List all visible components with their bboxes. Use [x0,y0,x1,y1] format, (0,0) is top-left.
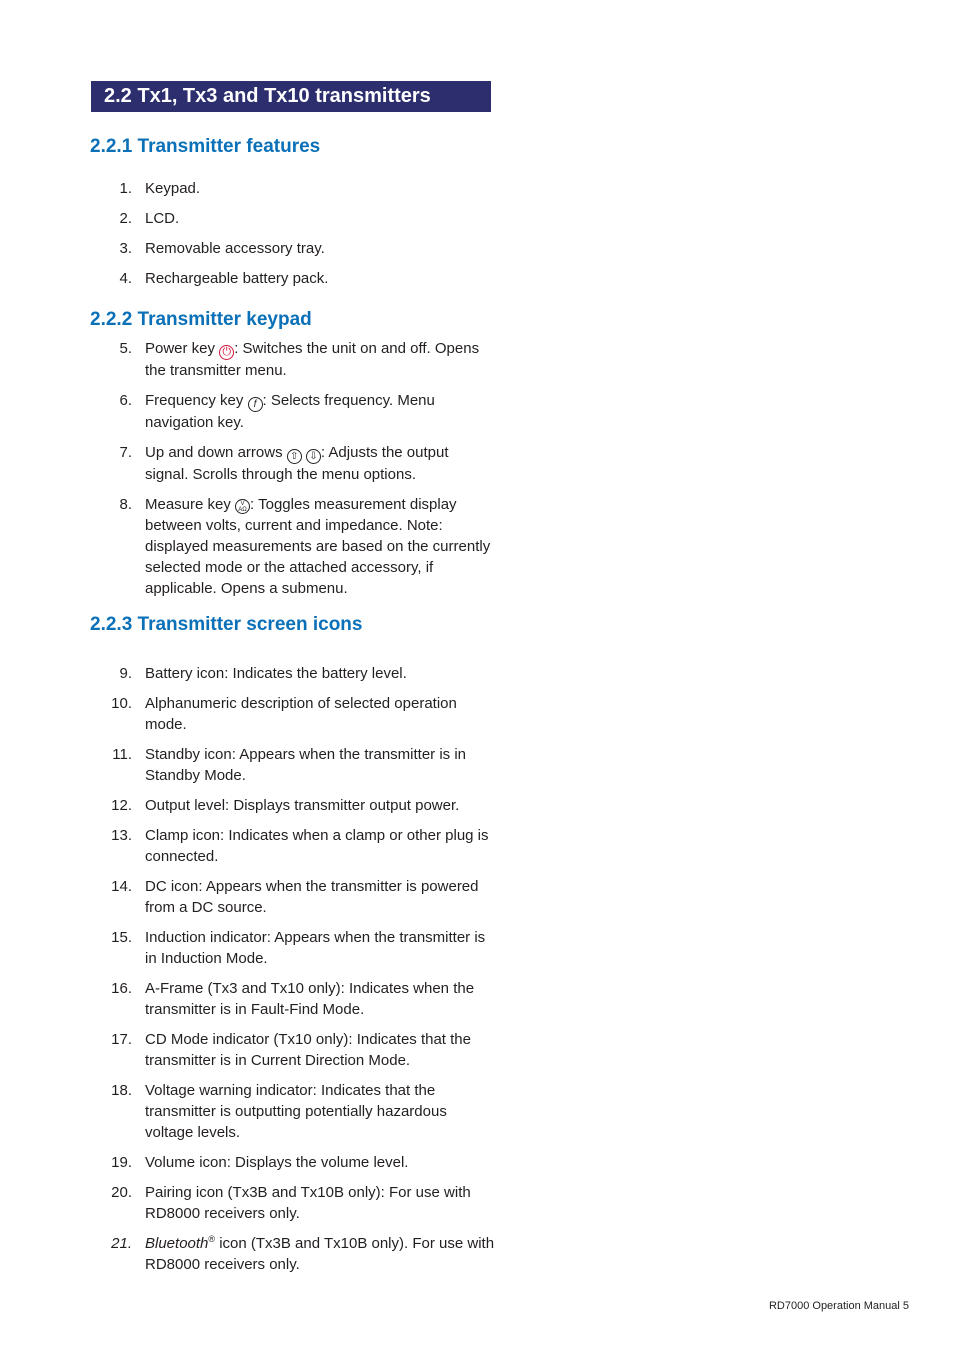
down-arrow-icon: ⇩ [306,449,321,464]
item-number: 12. [111,797,132,814]
item-number: 10. [111,695,132,712]
list-item [0,1233,495,1275]
item-number: 19. [111,1154,132,1171]
page-footer: RD7000 Operation Manual 5 [768,1300,909,1312]
measure-icon: V AΩ [235,499,250,514]
list-item [0,238,495,259]
keypad-heading: 2.2.2 Transmitter keypad [90,309,312,330]
list-item [0,268,495,289]
list-item [0,390,495,433]
list-item [0,876,495,918]
item-text: Standby icon: Appears when the transmitter is in Standby Mode. [145,746,467,784]
item-number: 18. [111,1082,132,1099]
item-text: icon (Tx3B and Tx10B only). For use with RD8000 receivers only. [145,1235,495,1273]
item-number: 20. [111,1184,132,1201]
frequency-icon: f [248,397,263,412]
item-text: Output level: Displays transmitter output power. [145,797,460,814]
up-arrow-icon: ⇧ [287,449,302,464]
item-number: 13. [111,827,132,844]
item-text-pre: Frequency key [145,392,248,409]
list-item [0,178,495,199]
item-text-pre: Measure key [145,496,236,513]
item-text-pre: Up and down arrows [145,444,287,461]
item-text: Pairing icon (Tx3B and Tx10B only): For use with RD8000 receivers only. [145,1184,471,1222]
screen-icons-heading: 2.2.3 Transmitter screen icons [90,614,363,635]
list-item [0,663,495,684]
list-item [0,1182,495,1224]
item-text: CD Mode indicator (Tx10 only): Indicates that the transmitter is in Current Direction Mode. [145,1031,471,1069]
item-text: Removable accessory tray. [145,240,325,257]
item-text-post: : Switches the unit on and off. Opens the transmitter menu. [145,340,480,379]
screen-icons-list [0,663,495,1275]
item-text: Alphanumeric description of selected operation mode. [145,695,457,733]
section-title: 2.2 Tx1, Tx3 and Tx10 transmitters [91,81,491,112]
item-text-post: : Adjusts the output signal. Scrolls through the menu options. [145,444,449,483]
list-item [0,744,495,786]
item-text-post: : Toggles measurement display between volts, current and impedance. Note: displayed measurements are based on the currently selected mode or the attached accessory, if applicable. Opens a submenu. [145,496,491,597]
item-number: 7. [119,444,132,461]
item-number: 6. [119,392,132,409]
list-item [0,494,495,599]
item-text-pre: Power key [145,340,220,357]
item-number: 16. [111,980,132,997]
list-item [0,208,495,229]
list-item [0,693,495,735]
list-item [0,927,495,969]
item-text: Keypad. [145,180,201,197]
list-item [0,1029,495,1071]
keypad-list [0,338,495,599]
list-item [0,795,495,816]
item-text: Rechargeable battery pack. [145,270,329,287]
item-number: 3. [119,240,132,257]
item-text-post: : Selects frequency. Menu navigation key. [145,392,435,431]
list-item [0,442,495,485]
features-list [0,178,495,289]
power-icon: ⏻ [219,345,234,360]
list-item [0,978,495,1020]
item-number: 8. [119,496,132,513]
item-number: 11. [112,746,132,763]
item-number: 2. [119,210,132,227]
item-text: Battery icon: Indicates the battery level. [145,665,407,682]
item-number: 1. [119,180,132,197]
item-number: 21. [111,1235,132,1252]
item-number: 5. [119,340,132,357]
item-text: LCD. [145,210,180,227]
item-number: 15. [111,929,132,946]
item-text-italic: Bluetooth [145,1235,209,1252]
registered-mark: ® [208,1234,216,1244]
list-item [0,338,495,381]
features-heading: 2.2.1 Transmitter features [90,136,321,157]
item-number: 17. [111,1031,132,1048]
item-text: A-Frame (Tx3 and Tx10 only): Indicates when the transmitter is in Fault-Find Mode. [145,980,475,1018]
item-text: DC icon: Appears when the transmitter is powered from a DC source. [145,878,479,916]
item-text: Volume icon: Displays the volume level. [145,1154,409,1171]
item-text: Clamp icon: Indicates when a clamp or other plug is connected. [145,827,489,865]
list-item [0,1152,495,1173]
list-item [0,1080,495,1143]
item-number: 9. [119,665,132,682]
item-text: Induction indicator: Appears when the transmitter is in Induction Mode. [145,929,486,967]
list-item [0,825,495,867]
item-number: 14. [111,878,132,895]
item-number: 4. [119,270,132,287]
item-text: Voltage warning indicator: Indicates that the transmitter is outputting potentially hazardous voltage levels. [145,1082,447,1141]
